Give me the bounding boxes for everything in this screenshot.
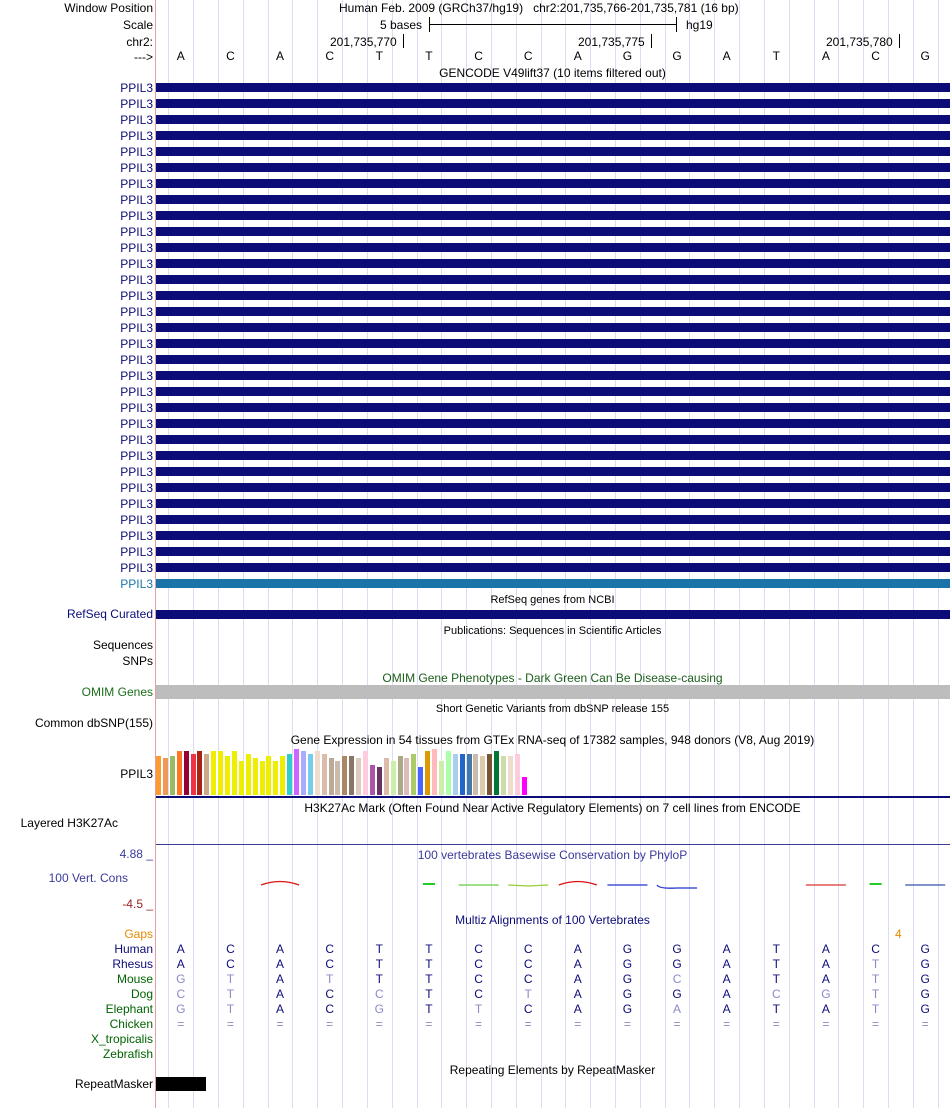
alignment-base: A xyxy=(821,972,830,986)
species-label[interactable]: Zebrafish xyxy=(102,1047,153,1061)
omim-label[interactable]: OMIM Genes xyxy=(81,685,153,699)
alignment-base: C xyxy=(325,1002,335,1016)
h3k27ac-baseline xyxy=(156,844,950,845)
alignment-base: A xyxy=(573,987,582,1001)
coord-3: 201,735,780 xyxy=(826,35,893,49)
alignment-base: = xyxy=(623,1017,631,1031)
alignment-base: = xyxy=(921,1017,929,1031)
alignment-base: = xyxy=(226,1017,234,1031)
gtex-tissue-bar[interactable] xyxy=(308,754,313,795)
sequence-base: C xyxy=(871,49,880,63)
alignment-base: T xyxy=(772,972,780,986)
coord-tick xyxy=(651,34,652,48)
alignment-base: T xyxy=(871,957,880,971)
gencode-gene-label[interactable]: PPIL3 xyxy=(120,129,153,143)
gtex-tissue-bar[interactable] xyxy=(446,751,451,795)
alignment-base: T xyxy=(871,1002,880,1016)
gencode-gene-bar[interactable] xyxy=(156,355,950,364)
phylop-mark xyxy=(261,882,299,886)
alignment-base: A xyxy=(276,987,285,1001)
publications-track-title[interactable]: Publications: Sequences in Scientific Articles xyxy=(443,625,662,637)
gtex-tissue-bar[interactable] xyxy=(487,754,492,795)
alignment-base: = xyxy=(723,1017,731,1031)
chrom-label: chr2: xyxy=(126,35,153,49)
gtex-tissue-bar[interactable] xyxy=(253,758,258,795)
snps-label[interactable]: SNPs xyxy=(122,654,153,668)
coord-tick xyxy=(403,34,404,48)
gencode-gene-bar[interactable] xyxy=(156,83,950,92)
alignment-base: A xyxy=(722,1002,731,1016)
gencode-gene-label[interactable]: PPIL3 xyxy=(120,481,153,495)
gencode-gene-bar[interactable] xyxy=(156,291,950,300)
gtex-tissue-bar[interactable] xyxy=(246,754,251,795)
gtex-tissue-bar[interactable] xyxy=(197,751,202,795)
gtex-label[interactable]: PPIL3 xyxy=(120,767,153,781)
omim-track-title[interactable]: OMIM Gene Phenotypes - Dark Green Can Be Disease-causing xyxy=(382,671,723,685)
gencode-gene-label[interactable]: PPIL3 xyxy=(120,369,153,383)
gtex-tissue-bar[interactable] xyxy=(322,754,327,795)
alignment-base: T xyxy=(524,987,532,1001)
alignment-base: A xyxy=(821,957,830,971)
gencode-gene-bar[interactable] xyxy=(156,563,950,572)
refseq-track-title[interactable]: RefSeq genes from NCBI xyxy=(490,594,615,606)
gencode-gene-label[interactable]: PPIL3 xyxy=(120,225,153,239)
gtex-tissue-bar[interactable] xyxy=(398,756,403,795)
gtex-tissue-bar[interactable] xyxy=(218,751,223,795)
sequence-base: A xyxy=(821,49,830,63)
refseq-gene-bar[interactable] xyxy=(156,610,950,619)
alignment-base: T xyxy=(772,957,780,971)
gencode-gene-label[interactable]: PPIL3 xyxy=(120,497,153,511)
coord-1: 201,735,770 xyxy=(330,35,397,49)
alignment-base: = xyxy=(524,1017,532,1031)
gtex-tissue-bar[interactable] xyxy=(391,761,396,796)
sequence-base: C xyxy=(325,49,335,63)
alignment-base: T xyxy=(425,987,433,1001)
sequence-base: T xyxy=(425,49,433,63)
gencode-gene-bar[interactable] xyxy=(156,419,950,428)
gencode-gene-bar[interactable] xyxy=(156,451,950,460)
alignment-base: G xyxy=(920,942,930,956)
gaps-label[interactable]: Gaps xyxy=(124,927,153,941)
alignment-base: C xyxy=(771,987,781,1001)
alignment-base: C xyxy=(325,942,335,956)
alignment-base: A xyxy=(573,1002,582,1016)
gtex-tissue-bar[interactable] xyxy=(260,761,265,796)
alignment-base: A xyxy=(821,1002,830,1016)
alignment-base: G xyxy=(622,972,633,986)
gencode-gene-bar[interactable] xyxy=(156,323,950,332)
alignment-base: = xyxy=(425,1017,433,1031)
alignment-base: C xyxy=(176,987,186,1001)
gencode-gene-label[interactable]: PPIL3 xyxy=(120,289,153,303)
gtex-tissue-bar[interactable] xyxy=(184,751,189,795)
alignment-base: G xyxy=(672,942,682,956)
gencode-gene-bar[interactable] xyxy=(156,403,950,412)
alignment-base: G xyxy=(672,987,682,1001)
sequence-base: A xyxy=(176,49,185,63)
gencode-gene-label[interactable]: PPIL3 xyxy=(120,273,153,287)
gtex-tissue-bar[interactable] xyxy=(494,751,499,795)
phylop-svg xyxy=(156,876,950,894)
species-label[interactable]: Rhesus xyxy=(112,957,153,971)
gtex-tissue-bar[interactable] xyxy=(349,756,354,795)
gencode-gene-label[interactable]: PPIL3 xyxy=(120,417,153,431)
alignment-base: C xyxy=(325,987,335,1001)
gtex-tissue-bar[interactable] xyxy=(170,756,175,795)
gtex-tissue-bar[interactable] xyxy=(239,761,244,796)
gencode-gene-bar[interactable] xyxy=(156,179,950,188)
alignment-base: G xyxy=(920,957,930,971)
gencode-gene-bar[interactable] xyxy=(156,147,950,156)
gencode-gene-bar[interactable] xyxy=(156,435,950,444)
alignment-base: = xyxy=(673,1017,681,1031)
gencode-gene-label[interactable]: PPIL3 xyxy=(120,337,153,351)
gtex-baseline xyxy=(156,796,950,798)
gtex-tissue-bar[interactable] xyxy=(204,754,209,795)
alignment-base: A xyxy=(722,972,731,986)
position-range: chr2:201,735,766-201,735,781 (16 bp) xyxy=(533,1,739,15)
alignment-base: A xyxy=(821,942,830,956)
gencode-gene-label[interactable]: PPIL3 xyxy=(120,513,153,527)
alignment-base: T xyxy=(326,972,334,986)
gtex-tissue-bar[interactable] xyxy=(266,756,271,795)
gtex-tissue-bar[interactable] xyxy=(211,751,216,795)
alignment-base: C xyxy=(325,957,335,971)
phylop-graph[interactable] xyxy=(156,876,950,894)
alignment-base: C xyxy=(474,942,483,956)
gtex-tissue-bar[interactable] xyxy=(467,754,472,795)
gencode-gene-label[interactable]: PPIL3 xyxy=(120,433,153,447)
gencode-track-title[interactable]: GENCODE V49lift37 (10 items filtered out) xyxy=(439,66,666,80)
alignment-base: T xyxy=(772,942,780,956)
alignment-base: C xyxy=(523,972,533,986)
alignment-base: = xyxy=(574,1017,582,1031)
gencode-gene-bar[interactable] xyxy=(156,307,950,316)
phylop-mark xyxy=(559,882,597,886)
alignment-base: A xyxy=(176,942,185,956)
alignment-base: = xyxy=(872,1017,880,1031)
gtex-tissue-bar[interactable] xyxy=(432,749,437,795)
assembly-title[interactable] xyxy=(339,1,739,15)
gencode-gene-label[interactable]: PPIL3 xyxy=(120,529,153,543)
gtex-tissue-bar[interactable] xyxy=(191,754,196,795)
alignment-base: G xyxy=(920,1002,930,1016)
gtex-tissue-bar[interactable] xyxy=(329,758,334,795)
alignment-base: A xyxy=(573,957,582,971)
gencode-gene-label[interactable]: PPIL3 xyxy=(120,113,153,127)
dbsnp-label[interactable]: Common dbSNP(155) xyxy=(34,716,153,730)
gencode-gene-label[interactable]: PPIL3 xyxy=(120,449,153,463)
gtex-tissue-bar[interactable] xyxy=(384,758,389,795)
alignment-base: T xyxy=(375,942,383,956)
alignment-base: T xyxy=(375,957,383,971)
sequence-base: A xyxy=(276,49,285,63)
species-label[interactable]: Elephant xyxy=(105,1002,153,1016)
alignment-base: A xyxy=(276,942,285,956)
gencode-gene-label[interactable]: PPIL3 xyxy=(120,193,153,207)
gtex-tissue-bar[interactable] xyxy=(163,758,168,795)
phylop-track-title[interactable]: 100 vertebrates Basewise Conservation by PhyloP xyxy=(417,848,688,862)
gtex-tissue-bar[interactable] xyxy=(515,754,520,795)
species-label[interactable]: Human xyxy=(114,942,153,956)
gtex-tissue-bar[interactable] xyxy=(522,777,527,795)
gencode-gene-label[interactable]: PPIL3 xyxy=(120,145,153,159)
alignment-base: T xyxy=(871,987,880,1001)
gencode-gene-bar[interactable] xyxy=(156,515,950,524)
alignment-base: T xyxy=(425,972,433,986)
gtex-tissue-bar[interactable] xyxy=(335,761,340,796)
alignment-base: T xyxy=(226,972,235,986)
gtex-tissue-bar[interactable] xyxy=(342,756,347,795)
gencode-gene-bar[interactable] xyxy=(156,259,950,268)
gencode-gene-label[interactable]: PPIL3 xyxy=(120,97,153,111)
gencode-gene-bar[interactable] xyxy=(156,227,950,236)
phylop-label[interactable]: 100 Vert. Cons xyxy=(48,871,128,885)
gencode-gene-label[interactable]: PPIL3 xyxy=(120,401,153,415)
alignment-base: T xyxy=(226,1002,235,1016)
gtex-bar-chart[interactable] xyxy=(156,747,536,795)
omim-gene-bar[interactable] xyxy=(156,685,950,699)
gtex-tissue-bar[interactable] xyxy=(301,751,306,795)
gencode-gene-bar[interactable] xyxy=(156,387,950,396)
gtex-tissue-bar[interactable] xyxy=(418,767,423,795)
alignment-base: T xyxy=(425,942,433,956)
gtex-tissue-bar[interactable] xyxy=(156,756,161,795)
gencode-gene-bar[interactable] xyxy=(156,579,950,588)
species-label[interactable]: Mouse xyxy=(116,972,153,986)
species-label[interactable]: Dog xyxy=(130,987,153,1001)
gencode-gene-bar[interactable] xyxy=(156,195,950,204)
dbsnp-track-title[interactable]: Short Genetic Variants from dbSNP release 155 xyxy=(435,703,670,715)
gencode-gene-label[interactable]: PPIL3 xyxy=(120,321,153,335)
multiz-track-title[interactable]: Multiz Alignments of 100 Vertebrates xyxy=(455,913,650,927)
gencode-gene-label[interactable]: PPIL3 xyxy=(120,353,153,367)
alignment-base: T xyxy=(425,957,433,971)
alignment-base: = xyxy=(326,1017,334,1031)
gencode-gene-bar[interactable] xyxy=(156,371,950,380)
alignment-base: G xyxy=(622,942,633,956)
gencode-gene-bar[interactable] xyxy=(156,531,950,540)
gencode-gene-bar[interactable] xyxy=(156,115,950,124)
gencode-gene-bar[interactable] xyxy=(156,483,950,492)
phylop-mark xyxy=(657,885,697,888)
alignment-base: A xyxy=(176,957,185,971)
gtex-tissue-bar[interactable] xyxy=(460,754,465,795)
alignment-base: A xyxy=(722,987,731,1001)
gtex-tissue-bar[interactable] xyxy=(315,751,320,795)
alignment-base: A xyxy=(573,942,582,956)
gtex-tissue-bar[interactable] xyxy=(480,756,485,795)
alignment-base: = xyxy=(475,1017,483,1031)
gencode-gene-label[interactable]: PPIL3 xyxy=(120,257,153,271)
alignment-base: T xyxy=(772,1002,780,1016)
alignment-base: C xyxy=(474,957,483,971)
h3k27ac-label[interactable]: Layered H3K27Ac xyxy=(20,816,118,830)
alignment-base: C xyxy=(474,972,483,986)
alignment-base: G xyxy=(374,1002,384,1016)
phylop-min: -4.5 _ xyxy=(122,897,153,911)
assembly-name: Human Feb. 2009 (GRCh37/hg19) xyxy=(339,1,524,15)
sequence-base: C xyxy=(523,49,533,63)
gencode-gene-bar[interactable] xyxy=(156,131,950,140)
refseq-label[interactable]: RefSeq Curated xyxy=(66,607,153,621)
gencode-gene-bar[interactable] xyxy=(156,547,950,556)
alignment-base: = xyxy=(276,1017,284,1031)
scale-value: 5 bases xyxy=(380,18,423,32)
gencode-gene-label[interactable]: PPIL3 xyxy=(120,385,153,399)
gap-count: 4 xyxy=(895,927,902,941)
alignment-base: A xyxy=(722,942,731,956)
db-label: hg19 xyxy=(686,18,713,32)
alignment-base: T xyxy=(375,972,383,986)
alignment-base: C xyxy=(672,972,682,986)
alignment-base: G xyxy=(920,987,930,1001)
alignment-base: C xyxy=(226,957,235,971)
alignment-base: C xyxy=(474,987,483,1001)
alignment-base: G xyxy=(622,987,633,1001)
gtex-tissue-bar[interactable] xyxy=(377,767,382,795)
alignment-base: T xyxy=(474,1002,483,1016)
gtex-tissue-bar[interactable] xyxy=(225,756,230,795)
scale-bar xyxy=(429,17,677,32)
gencode-gene-bar[interactable] xyxy=(156,275,950,284)
alignment-base: A xyxy=(276,957,285,971)
alignment-base: = xyxy=(375,1017,383,1031)
gtex-tissue-bar[interactable] xyxy=(356,758,361,795)
gencode-gene-bar[interactable] xyxy=(156,499,950,508)
gtex-tissue-bar[interactable] xyxy=(425,751,430,795)
sequence-base: C xyxy=(226,49,235,63)
sequence-base: G xyxy=(920,49,930,63)
gtex-tissue-bar[interactable] xyxy=(370,765,375,795)
gtex-tissue-bar[interactable] xyxy=(453,754,458,795)
gencode-gene-label[interactable]: PPIL3 xyxy=(120,177,153,191)
alignment-base: A xyxy=(673,1002,682,1016)
alignment-base: C xyxy=(523,942,533,956)
gencode-gene-bar[interactable] xyxy=(156,243,950,252)
gencode-gene-label[interactable]: PPIL3 xyxy=(120,209,153,223)
sequence-base: T xyxy=(375,49,383,63)
alignment-base: A xyxy=(722,957,731,971)
alignment-base: T xyxy=(425,1002,433,1016)
gencode-gene-label[interactable]: PPIL3 xyxy=(120,81,153,95)
alignment-base: C xyxy=(871,942,880,956)
sequence-base: T xyxy=(772,49,780,63)
gencode-gene-label[interactable]: PPIL3 xyxy=(120,465,153,479)
gtex-tissue-bar[interactable] xyxy=(177,751,182,795)
alignment-base: A xyxy=(573,972,582,986)
alignment-base: A xyxy=(276,972,285,986)
alignment-base: G xyxy=(821,987,831,1001)
gtex-track-title[interactable]: Gene Expression in 54 tissues from GTEx RNA-seq of 17382 samples, 948 donors (V8, Aug 2019) xyxy=(290,733,815,747)
strand-label: ---> xyxy=(134,50,153,64)
alignment-base: A xyxy=(276,1002,285,1016)
sequence-base: G xyxy=(622,49,633,63)
alignment-base: T xyxy=(226,987,235,1001)
alignment-base: C xyxy=(226,942,235,956)
coord-2: 201,735,775 xyxy=(578,35,645,49)
gtex-tissue-bar[interactable] xyxy=(501,756,506,795)
alignment-base: G xyxy=(672,957,682,971)
gencode-gene-bar[interactable] xyxy=(156,99,950,108)
gtex-tissue-bar[interactable] xyxy=(508,756,513,795)
coord-tick xyxy=(899,34,900,48)
gencode-gene-bar[interactable] xyxy=(156,211,950,220)
alignment-base: G xyxy=(622,957,633,971)
alignment-base: G xyxy=(176,1002,186,1016)
alignment-base: = xyxy=(177,1017,185,1031)
alignment-base: = xyxy=(822,1017,830,1031)
repeat-element-bar[interactable] xyxy=(156,1077,206,1091)
phylop-max: 4.88 _ xyxy=(119,847,153,861)
alignment-base: = xyxy=(772,1017,780,1031)
gencode-gene-label[interactable]: PPIL3 xyxy=(120,161,153,175)
scale-label: Scale xyxy=(122,18,153,32)
gencode-gene-bar[interactable] xyxy=(156,339,950,348)
gtex-tissue-bar[interactable] xyxy=(287,754,292,795)
h3k27ac-track-title[interactable]: H3K27Ac Mark (Often Found Near Active Regulatory Elements) on 7 cell lines from ENCODE xyxy=(304,801,801,815)
sequence-row xyxy=(0,49,950,63)
sequence-base: A xyxy=(573,49,582,63)
repeatmasker-track-title[interactable]: Repeating Elements by RepeatMasker xyxy=(449,1063,656,1077)
species-label[interactable]: Chicken xyxy=(109,1017,153,1031)
alignment-base: T xyxy=(871,972,880,986)
gencode-gene-bar[interactable] xyxy=(156,467,950,476)
gtex-tissue-bar[interactable] xyxy=(473,754,478,795)
gencode-gene-label[interactable]: PPIL3 xyxy=(120,561,153,575)
gtex-tissue-bar[interactable] xyxy=(439,761,444,796)
phylop-mark xyxy=(508,885,548,886)
publications-label[interactable]: Sequences xyxy=(92,638,153,652)
gtex-tissue-bar[interactable] xyxy=(294,749,299,795)
alignment-base: C xyxy=(374,987,384,1001)
gencode-gene-label[interactable]: PPIL3 xyxy=(120,577,153,591)
alignment-base: G xyxy=(622,1002,633,1016)
gencode-gene-label[interactable]: PPIL3 xyxy=(120,305,153,319)
alignment-base: G xyxy=(920,972,930,986)
gencode-gene-bar[interactable] xyxy=(156,163,950,172)
sequence-base: G xyxy=(672,49,682,63)
gencode-gene-label[interactable]: PPIL3 xyxy=(120,545,153,559)
sequence-base: C xyxy=(474,49,483,63)
gencode-gene-label[interactable]: PPIL3 xyxy=(120,241,153,255)
gtex-tissue-bar[interactable] xyxy=(411,754,416,795)
window-position-label: Window Position xyxy=(64,1,153,15)
gtex-tissue-bar[interactable] xyxy=(280,756,285,795)
gtex-tissue-bar[interactable] xyxy=(232,751,237,795)
species-label[interactable]: X_tropicalis xyxy=(90,1032,153,1046)
gtex-tissue-bar[interactable] xyxy=(273,761,278,796)
sequence-base: A xyxy=(722,49,731,63)
gtex-tissue-bar[interactable] xyxy=(363,751,368,795)
alignment-base: C xyxy=(523,957,533,971)
gtex-tissue-bar[interactable] xyxy=(404,758,409,795)
alignment-base: C xyxy=(523,1002,533,1016)
alignment-base: G xyxy=(176,972,186,986)
repeatmasker-label[interactable]: RepeatMasker xyxy=(74,1077,153,1091)
